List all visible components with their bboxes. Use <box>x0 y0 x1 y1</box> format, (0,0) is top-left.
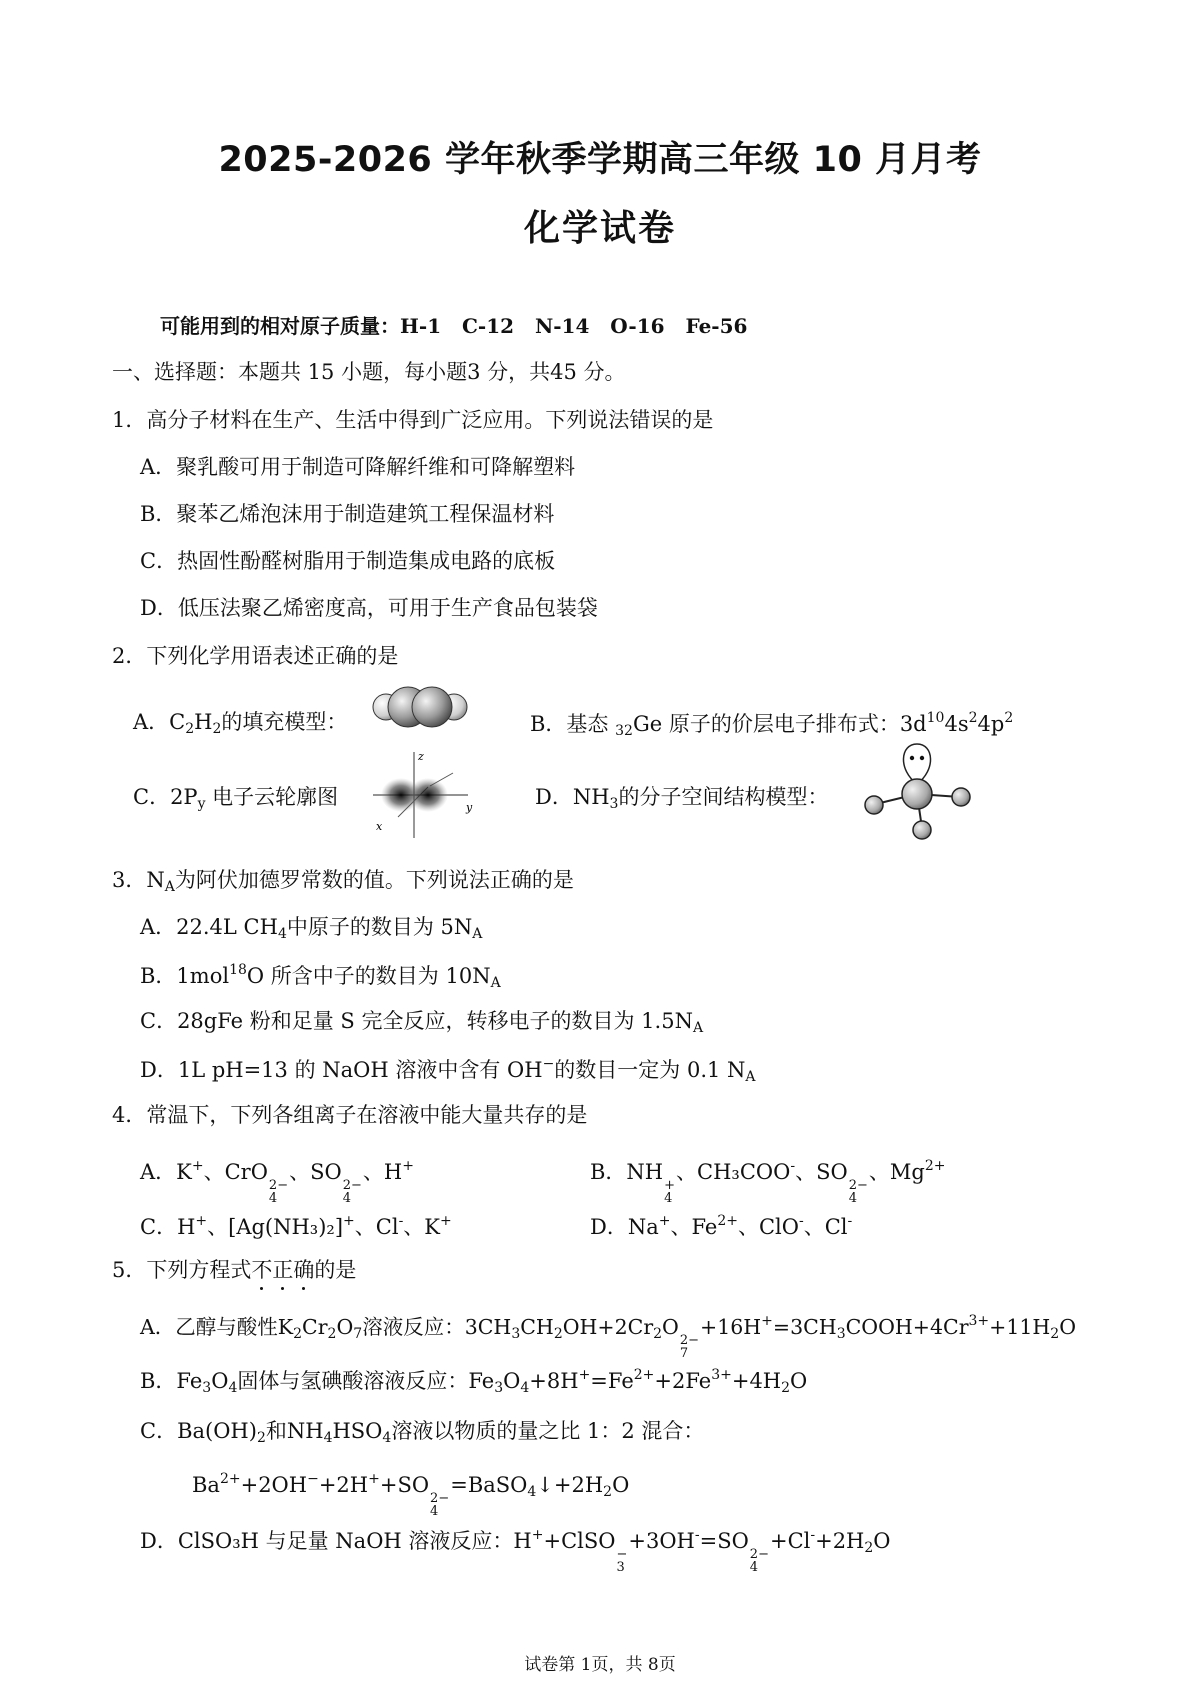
section-heading: 一、选择题：本题共 15 小题，每小题3 分，共45 分。 <box>112 360 626 384</box>
nh3-ball-stick-model <box>860 742 975 842</box>
atomic-mass-fe: Fe-56 <box>685 314 748 338</box>
q2-stem: 2．下列化学用语表述正确的是 <box>112 644 399 668</box>
q4-option-d: D．Na+、$Fe^{2+}$、ClO-、Cl- <box>590 1213 853 1239</box>
q4-option-a: A．K+、CrO 2− 4 、SO 2− 4 、H+ <box>140 1158 414 1206</box>
atomic-mass-o: O-16 <box>610 314 665 338</box>
q1-option-a: A．聚乳酸可用于制造可降解纤维和可降解塑料 <box>140 455 576 479</box>
2py-orbital-diagram <box>368 750 483 840</box>
q5-option-a: A．乙醇与酸性$K_2Cr_2O_7$溶液反应：$3CH_3CH_2OH+2Cr_2O$ 2− 7 $+16H^+=3CH_3COOH+4Cr^{3+}+11H_2O$ <box>140 1313 1077 1361</box>
q2-option-a: A．$C_2H_2$的填充模型： <box>133 710 348 737</box>
y-axis-label: y <box>466 801 473 814</box>
q2-option-d: D．$NH_3$的分子空间结构模型： <box>535 785 829 812</box>
q4-stem: 4．常温下，下列各组离子在溶液中能大量共存的是 <box>112 1103 588 1127</box>
q1-option-b: B．聚苯乙烯泡沫用于制造建筑工程保温材料 <box>140 502 555 526</box>
q5-option-c-equation: $Ba^{2+}+2OH^-+2H^++SO$ 2− 4 $=BaSO_4↓+2H_2O$ <box>192 1471 630 1519</box>
q4-option-c: C．H+、[Ag(NH₃)₂]+、Cl-、K+ <box>140 1213 452 1239</box>
q3-option-b: B．1mol$^{18}$O 所含中子的数目为 $10N_A$ <box>140 962 501 991</box>
atomic-masses-label: 可能用到的相对原子质量： <box>160 314 400 338</box>
q3-option-d: D．1L pH=13 的 NaOH 溶液中含有 OH−的数目一定为 0.1 $N_A$ <box>140 1056 756 1085</box>
q5-option-c: C．$Ba(OH)_2$和$NH_4HSO_4$溶液以物质的量之比 1：2 混合： <box>140 1419 705 1446</box>
page-footer: 试卷第 1页，共 8页 <box>524 1655 676 1675</box>
q1-stem: 1．高分子材料在生产、生活中得到广泛应用。下列说法错误的是 <box>112 408 714 432</box>
q1-option-d: D．低压法聚乙烯密度高，可用于生产食品包装袋 <box>140 596 598 620</box>
q2-option-c: C．$2P_y$ 电子云轮廓图 <box>133 785 339 812</box>
q2-option-b: B．基态 $_{32}$Ge 原子的价层电子排布式：$3d^{10}4s^24p^2$ <box>530 710 1014 739</box>
q1-option-c: C．热固性酚醛树脂用于制造集成电路的底板 <box>140 549 556 573</box>
q3-option-a: A．22.4L $CH_4$中原子的数目为 $5N_A$ <box>140 915 483 942</box>
exam-title: 2025-2026 学年秋季学期高三年级 10 月月考 <box>218 140 982 180</box>
atomic-mass-n: N-14 <box>534 314 590 338</box>
q3-option-c: C．28gFe 粉和足量 S 完全反应，转移电子的数目为 $1.5N_A$ <box>140 1009 704 1036</box>
c2h2-space-filling-model <box>370 682 470 732</box>
q5-option-b: B．$Fe_3O_4$固体与氢碘酸溶液反应：$Fe_3O_4+8H^+=Fe^{2+}+2Fe^{3+}+4H_2O$ <box>140 1367 808 1396</box>
q5-option-d: D．ClSO₃H 与足量 NaOH 溶液反应：H++ClSO − 3 +3OH-=SO 2− 4 $+Cl^-+2H_2O$ <box>140 1527 891 1575</box>
x-axis-label: x <box>376 820 383 833</box>
q5-stem: 5．下列方程式不正确的是 <box>112 1258 357 1282</box>
atomic-mass-h: H-1 <box>400 314 442 338</box>
atomic-masses <box>160 314 747 338</box>
q4-option-b: B．NH + 4 、CH₃COO-、SO 2− 4 、$Mg^{2+}$ <box>590 1158 946 1206</box>
atomic-mass-c: C-12 <box>462 314 515 338</box>
z-axis-label: z <box>418 750 424 763</box>
q3-stem: 3．$N_A$为阿伏加德罗常数的值。下列说法正确的是 <box>112 868 574 895</box>
exam-subject: 化学试卷 <box>523 208 676 249</box>
